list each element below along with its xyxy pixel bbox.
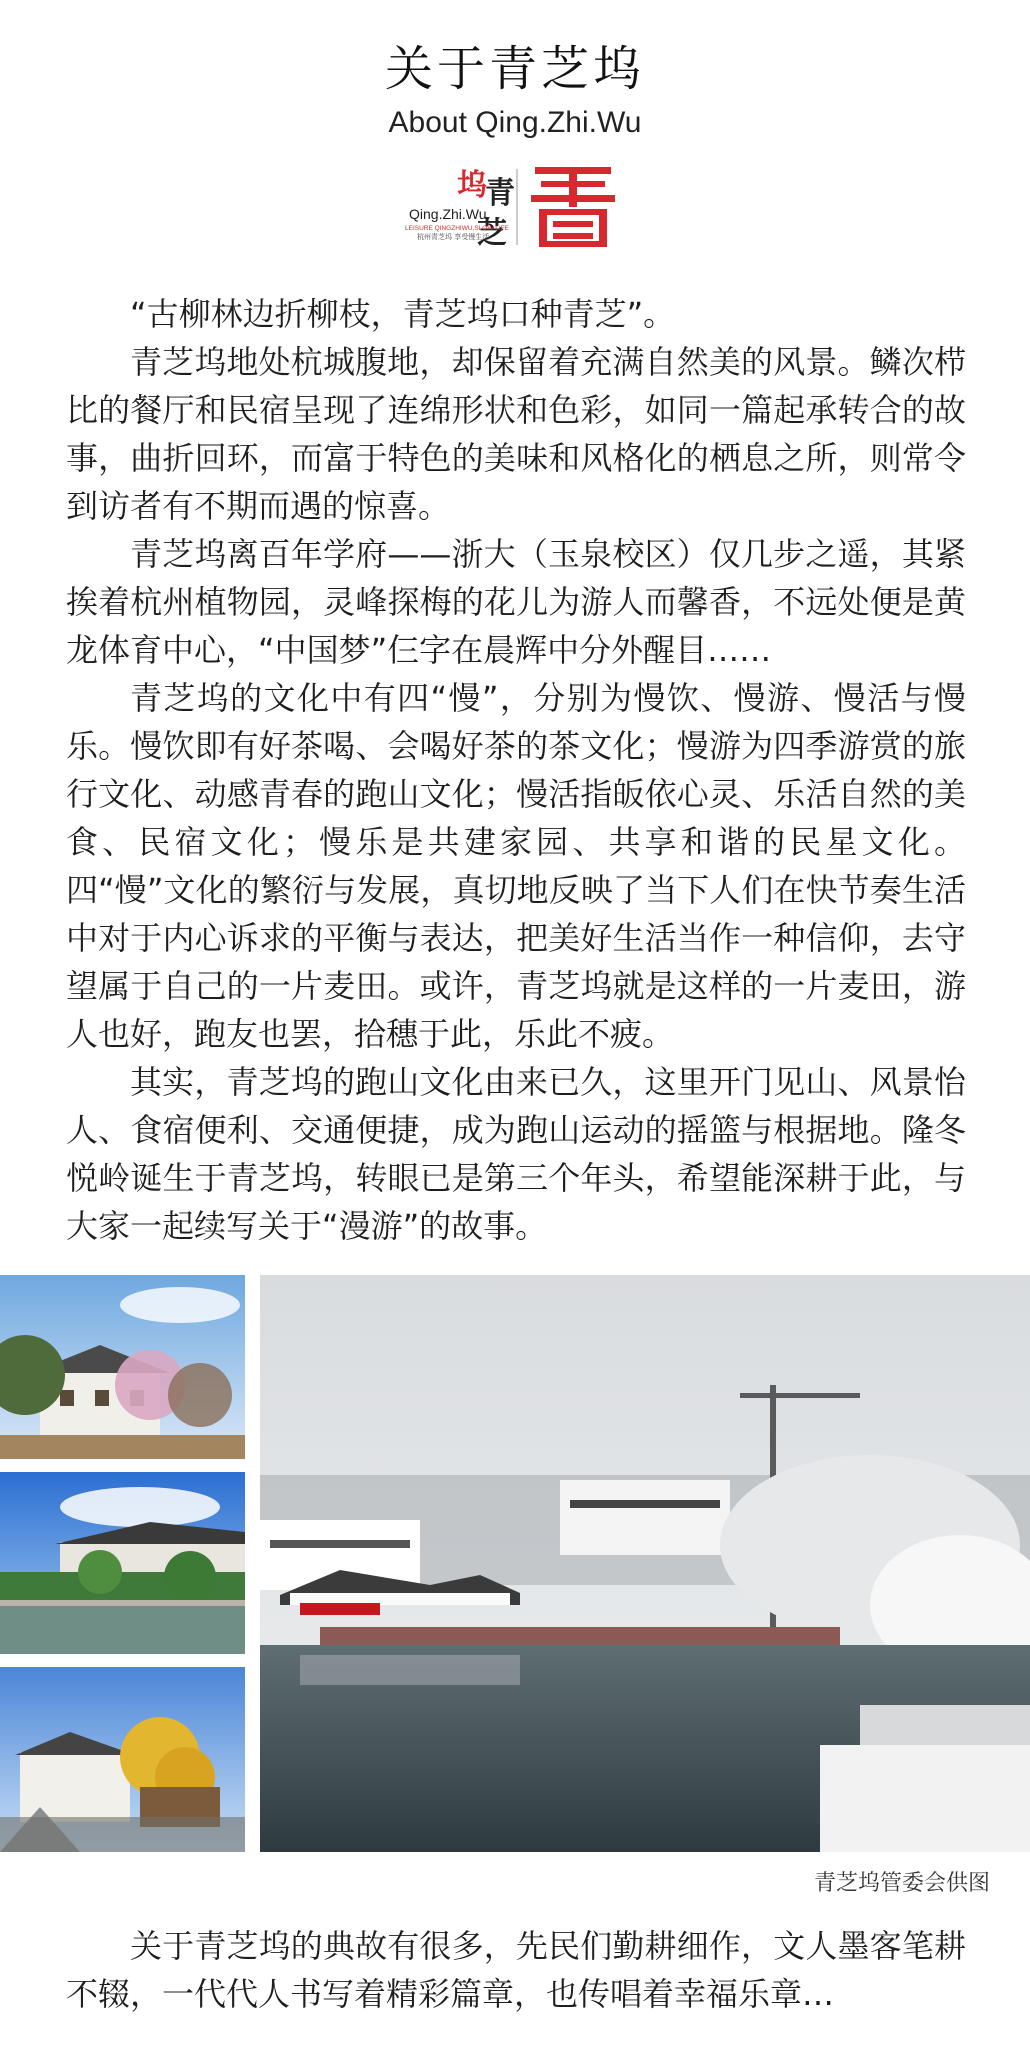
photo-canal-houses bbox=[0, 1472, 245, 1654]
photo-credit: 青芝坞管委会供图 bbox=[813, 1871, 990, 1896]
logo-slogan: 杭州青芝坞 享受慢生活 bbox=[417, 233, 490, 241]
logo-char-zhi: 芝 bbox=[477, 216, 507, 250]
photo-snow-lake bbox=[260, 1275, 1030, 1852]
page-title: 关于青芝坞 bbox=[384, 41, 645, 97]
article-body bbox=[66, 290, 966, 1250]
article-paragraph: 青芝坞的文化中有四“慢”，分别为慢饮、慢游、慢活与慢乐。慢饮即有好茶喝、会喝好茶的茶文化；慢游为四季游赏的旅行文化、动感青春的跑山文化；慢活指皈依心灵、乐活自然的美食、民宿文化；慢乐是共建家园、共享和谐的民星文化。四“慢”文化的繁衍与发展，真切地反映了当下人们在快节奏生活中对于内心诉求的平衡与表达，把美好生活当作一种信仰，去守望属于自己的一片麦田。或许，青芝坞就是这样的一片麦田，游人也好，跑友也罢，拾穗于此，乐此不疲。 bbox=[66, 679, 966, 1053]
article-paragraph: 青芝坞离百年学府——浙大（玉泉校区）仅几步之遥，其紧挨着杭州植物园，灵峰探梅的花儿为游人而馨香，不远处便是黄龙体育中心，“中国梦”仨字在晨辉中分外醒目…… bbox=[66, 535, 966, 669]
article-paragraph: 其实，青芝坞的跑山文化由来已久，这里开门见山、风景怡人、食宿便利、交通便捷，成为跑山运动的摇篮与根据地。隆冬悦岭诞生于青芝坞，转眼已是第三个年头，希望能深耕于此，与大家一起续写关于“漫游”的故事。 bbox=[66, 1063, 966, 1245]
photo-village-blossoms bbox=[0, 1275, 245, 1459]
logo-mark-icon bbox=[531, 167, 615, 247]
logo-char-wu: 坞 bbox=[457, 168, 487, 203]
photo-ginkgo-street bbox=[0, 1667, 245, 1852]
article-paragraph: “古柳林边折柳枝，青芝坞口种青芝”。 bbox=[130, 295, 676, 333]
logo-latin: Qing.Zhi.Wu bbox=[409, 206, 487, 222]
article-paragraph: 青芝坞地处杭城腹地，却保留着充满自然美的风景。鳞次栉比的餐厅和民宿呈现了连绵形状和色彩，如同一篇起承转合的故事，曲折回环，而富于特色的美味和风格化的栖息之所，则常令到访者有不期而遇的惊喜。 bbox=[66, 343, 966, 525]
logo-tagline: LEISURE QINGZHIWU,SLOW LIFE bbox=[405, 225, 510, 232]
logo-char-qing: 青 bbox=[485, 176, 515, 211]
page-subtitle: About Qing.Zhi.Wu bbox=[388, 106, 642, 139]
qingzhiwu-logo bbox=[405, 165, 635, 250]
article-closing bbox=[66, 1922, 966, 2018]
article-paragraph: 关于青芝坞的典故有很多，先民们勤耕细作，文人墨客笔耕不辍，一代代人书写着精彩篇章，也传唱着幸福乐章… bbox=[66, 1927, 966, 2013]
